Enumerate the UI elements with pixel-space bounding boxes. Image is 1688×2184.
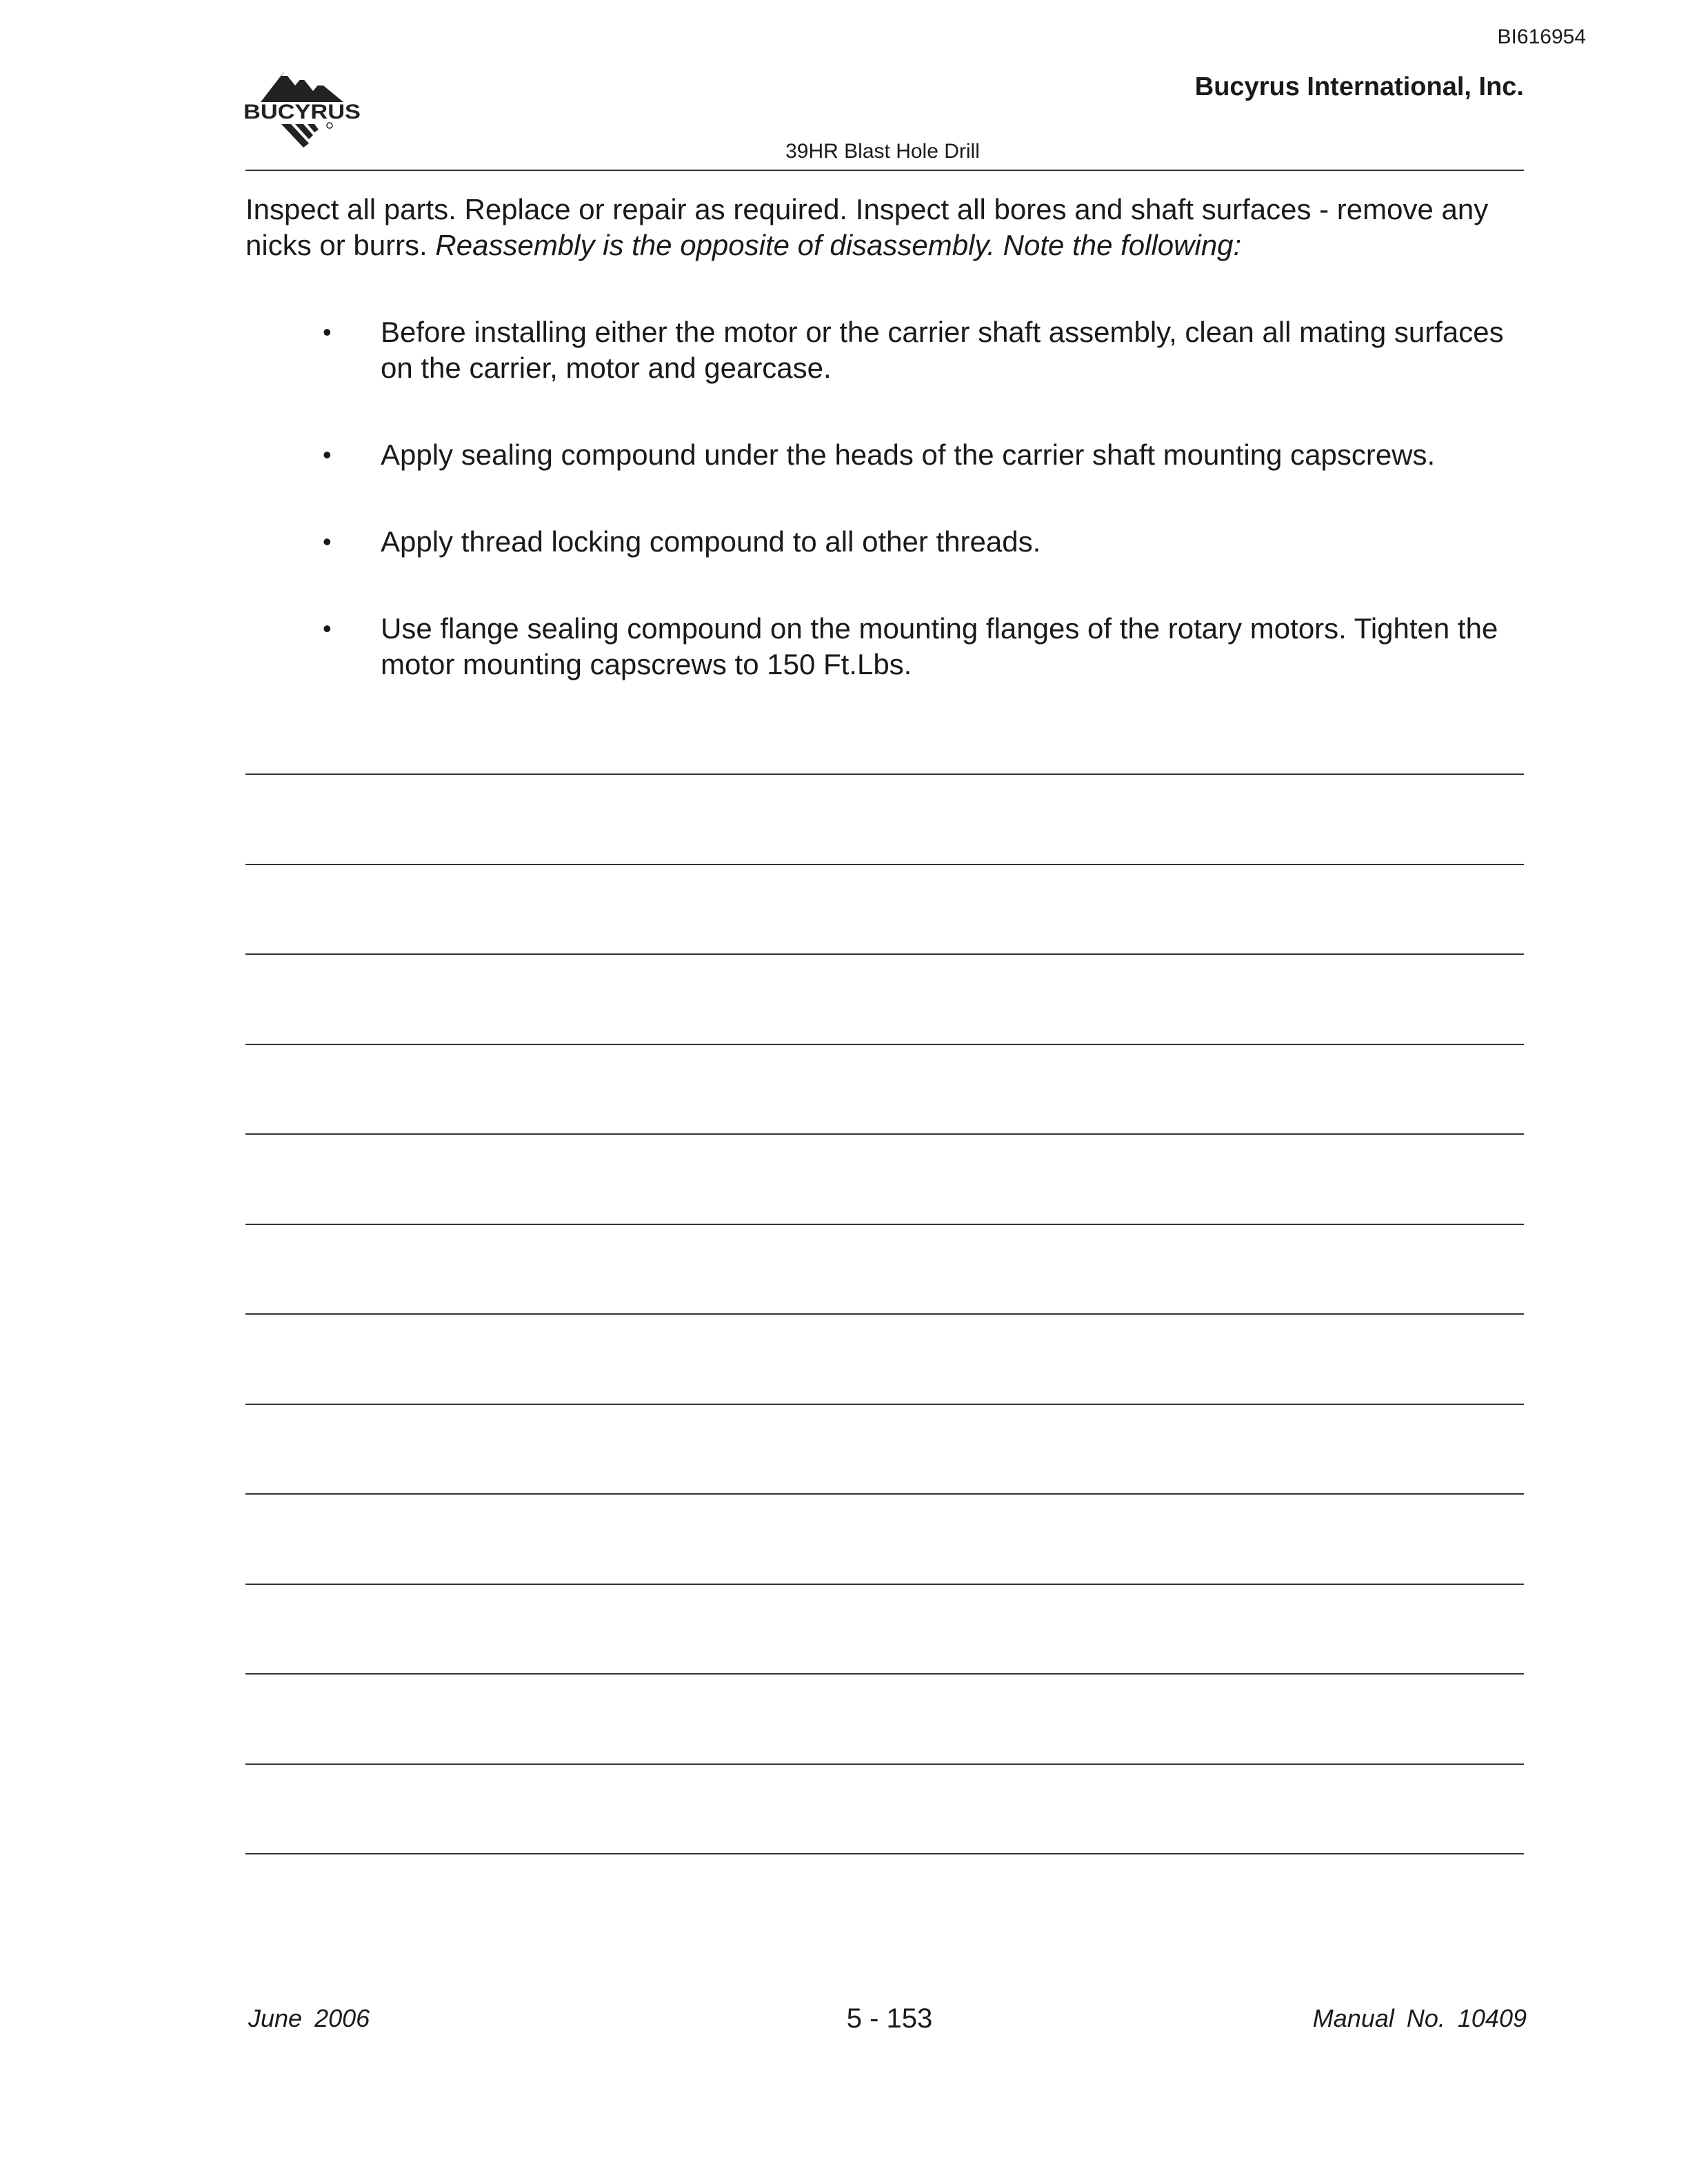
page-number: 5 - 153 (846, 2003, 933, 2034)
intro-text: Inspect all parts. Replace or repair as required. Inspect all bores and shaft surfaces - remove any nicks or burrs. (245, 193, 1489, 261)
list-item (245, 611, 1528, 682)
list-item (245, 524, 1528, 560)
bullet-icon: • (323, 527, 332, 556)
list-item-text: Apply sealing compound under the heads of the carrier shaft mounting capscrews. (381, 438, 1436, 471)
list-item (245, 437, 1528, 473)
note-line (245, 1045, 1524, 1135)
list-item-text: Before installing either the motor or the carrier shaft assembly, clean all mating surfaces on the carrier, motor and gearcase. (381, 316, 1504, 384)
list-item-text: Use flange sealing compound on the mounting flanges of the rotary motors. Tighten the motor mounting capscrews to 150 Ft.Lbs. (381, 612, 1498, 680)
instruction-list (245, 314, 1528, 734)
note-line (245, 1225, 1524, 1315)
note-line (245, 955, 1524, 1045)
header-divider (245, 170, 1524, 171)
notes-lines (245, 774, 1524, 1854)
note-line (245, 1135, 1524, 1225)
note-line (245, 1765, 1524, 1855)
document-subtitle: 39HR Blast Hole Drill (785, 140, 980, 163)
note-line (245, 1495, 1524, 1585)
note-line (245, 1675, 1524, 1765)
bullet-icon: • (323, 441, 332, 469)
note-line (245, 1405, 1524, 1495)
note-line (245, 865, 1524, 956)
manual-number: Manual No. 10409 (1312, 2004, 1527, 2032)
list-item (245, 314, 1528, 386)
note-line (245, 1315, 1524, 1405)
bullet-icon: • (323, 318, 332, 346)
note-line (245, 775, 1524, 865)
intro-paragraph (245, 192, 1528, 263)
intro-italic-text: Reassembly is the opposite of disassembly. Note the following: (435, 229, 1242, 261)
bullet-icon: • (323, 614, 332, 643)
company-name: Bucyrus International, Inc. (1194, 72, 1524, 101)
footer-date: June 2006 (248, 2004, 370, 2032)
list-item-text: Apply thread locking compound to all other threads. (381, 525, 1041, 558)
logo-wordmark: BUCYRUS (243, 101, 361, 123)
note-line (245, 1585, 1524, 1675)
bucyrus-logo-icon (241, 66, 365, 156)
document-id: BI616954 (1497, 26, 1586, 48)
